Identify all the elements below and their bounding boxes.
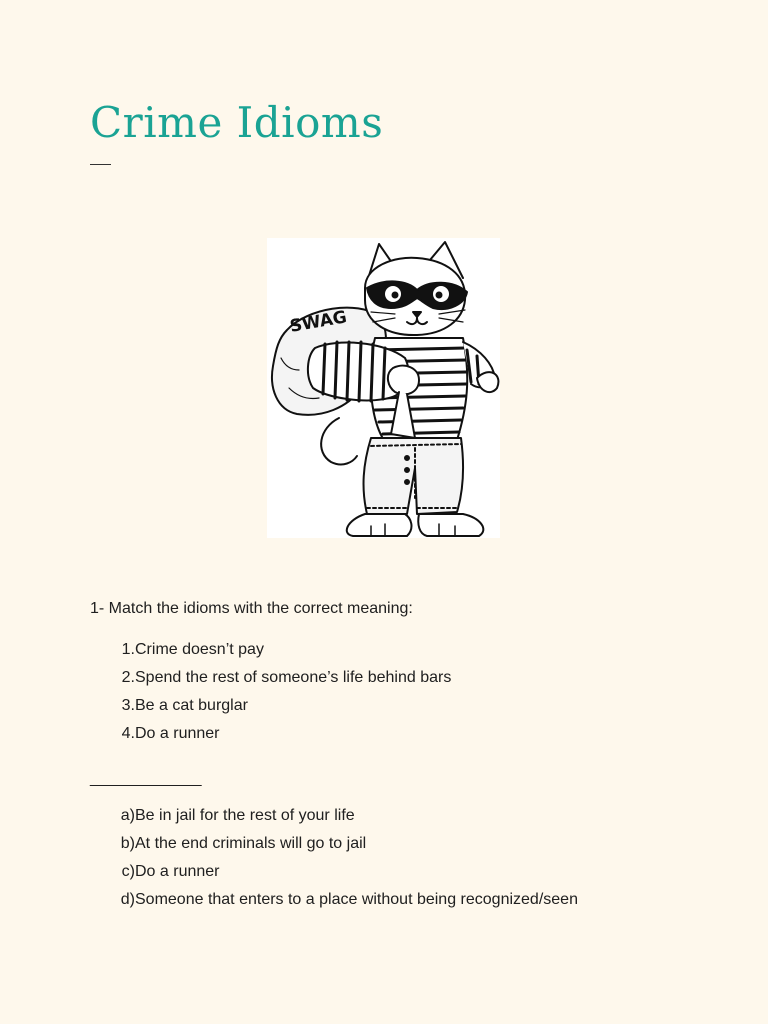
cat-pants bbox=[364, 438, 464, 514]
list-marker: c) bbox=[121, 863, 135, 880]
list-marker: 2. bbox=[121, 669, 135, 686]
meaning-text: Be in jail for the rest of your life bbox=[135, 807, 355, 824]
exercise-instruction: 1- Match the idioms with the correct meaning: bbox=[90, 600, 413, 617]
meaning-list bbox=[90, 802, 578, 914]
list-item bbox=[90, 802, 578, 830]
meaning-text: Someone that enters to a place without being recognized/seen bbox=[135, 891, 578, 908]
idiom-text: Crime doesn’t pay bbox=[135, 641, 264, 658]
section-divider: ______________ bbox=[90, 770, 201, 787]
list-marker: b) bbox=[120, 835, 135, 852]
idiom-text: Be a cat burglar bbox=[135, 697, 248, 714]
list-marker: 4. bbox=[121, 725, 135, 742]
list-item bbox=[90, 886, 578, 914]
page-title: Crime Idioms bbox=[90, 98, 384, 147]
idiom-text: Do a runner bbox=[135, 725, 220, 742]
meaning-text: Do a runner bbox=[135, 863, 220, 880]
swag-label: SWAG bbox=[288, 307, 349, 337]
meaning-text: At the end criminals will go to jail bbox=[135, 835, 367, 852]
idiom-list bbox=[90, 636, 451, 748]
list-marker: 1. bbox=[121, 641, 135, 658]
list-marker: 3. bbox=[121, 697, 135, 714]
list-marker: d) bbox=[120, 891, 135, 908]
list-item bbox=[90, 720, 451, 748]
list-item bbox=[90, 858, 578, 886]
cat-burglar-illustration bbox=[267, 238, 500, 538]
list-marker: a) bbox=[120, 807, 135, 824]
list-item bbox=[90, 664, 451, 692]
list-item bbox=[90, 636, 451, 664]
title-underline-rule bbox=[90, 164, 111, 165]
list-item bbox=[90, 692, 451, 720]
list-item bbox=[90, 830, 578, 858]
idiom-text: Spend the rest of someone’s life behind bars bbox=[135, 669, 452, 686]
